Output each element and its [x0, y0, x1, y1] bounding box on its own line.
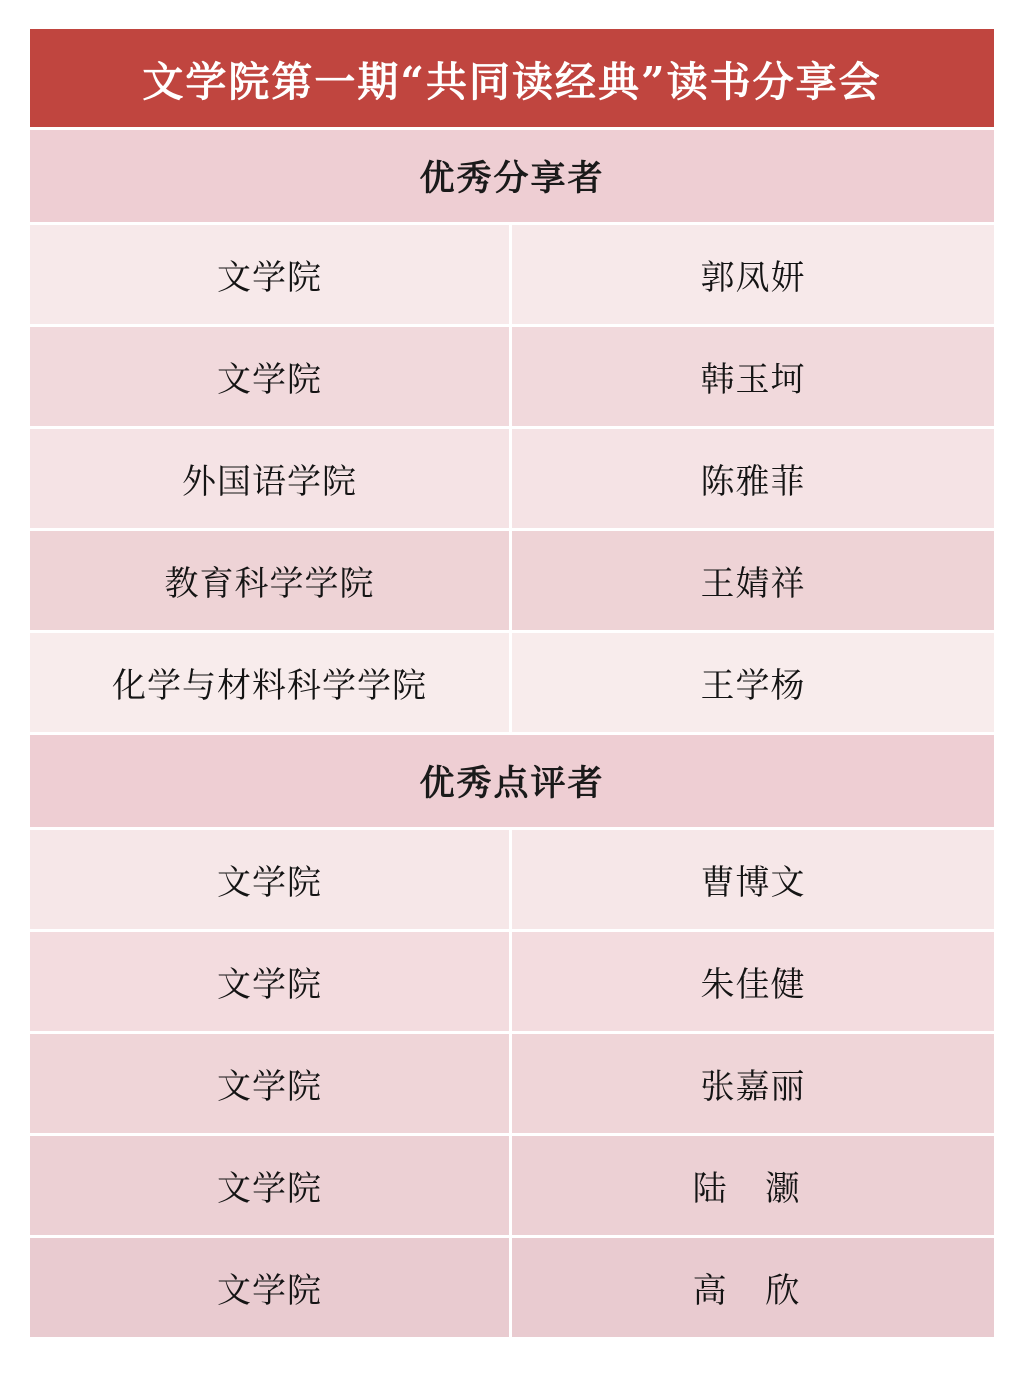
row-name: 郭凤妍 [512, 225, 994, 324]
row-name: 王学杨 [512, 633, 994, 732]
table-row [30, 633, 994, 732]
section-heading-row [30, 735, 994, 827]
table-row [30, 225, 994, 324]
table-row [30, 830, 994, 929]
row-name: 韩玉坷 [512, 327, 994, 426]
row-unit: 文学院 [30, 225, 512, 324]
section-heading-sharers: 优秀分享者 [30, 130, 994, 222]
award-table [30, 26, 994, 1340]
row-unit: 外国语学院 [30, 429, 512, 528]
row-unit: 文学院 [30, 327, 512, 426]
table-row [30, 429, 994, 528]
row-name: 曹博文 [512, 830, 994, 929]
section-heading-row [30, 130, 994, 222]
row-name: 陆 灏 [512, 1136, 994, 1235]
row-unit: 教育科学学院 [30, 531, 512, 630]
row-name: 王婧祥 [512, 531, 994, 630]
row-name: 陈雅菲 [512, 429, 994, 528]
table-row [30, 327, 994, 426]
table-row [30, 932, 994, 1031]
row-unit: 文学院 [30, 1238, 512, 1337]
row-unit: 化学与材料科学学院 [30, 633, 512, 732]
row-name: 朱佳健 [512, 932, 994, 1031]
table-row [30, 1136, 994, 1235]
title-row [30, 29, 994, 127]
row-unit: 文学院 [30, 932, 512, 1031]
table-row [30, 1034, 994, 1133]
row-unit: 文学院 [30, 1136, 512, 1235]
row-name: 张嘉丽 [512, 1034, 994, 1133]
table-row [30, 1238, 994, 1337]
page-title: 文学院第一期“共同读经典”读书分享会 [30, 29, 994, 127]
row-unit: 文学院 [30, 830, 512, 929]
table-row [30, 531, 994, 630]
row-unit: 文学院 [30, 1034, 512, 1133]
row-name: 高 欣 [512, 1238, 994, 1337]
section-heading-commenters: 优秀点评者 [30, 735, 994, 827]
